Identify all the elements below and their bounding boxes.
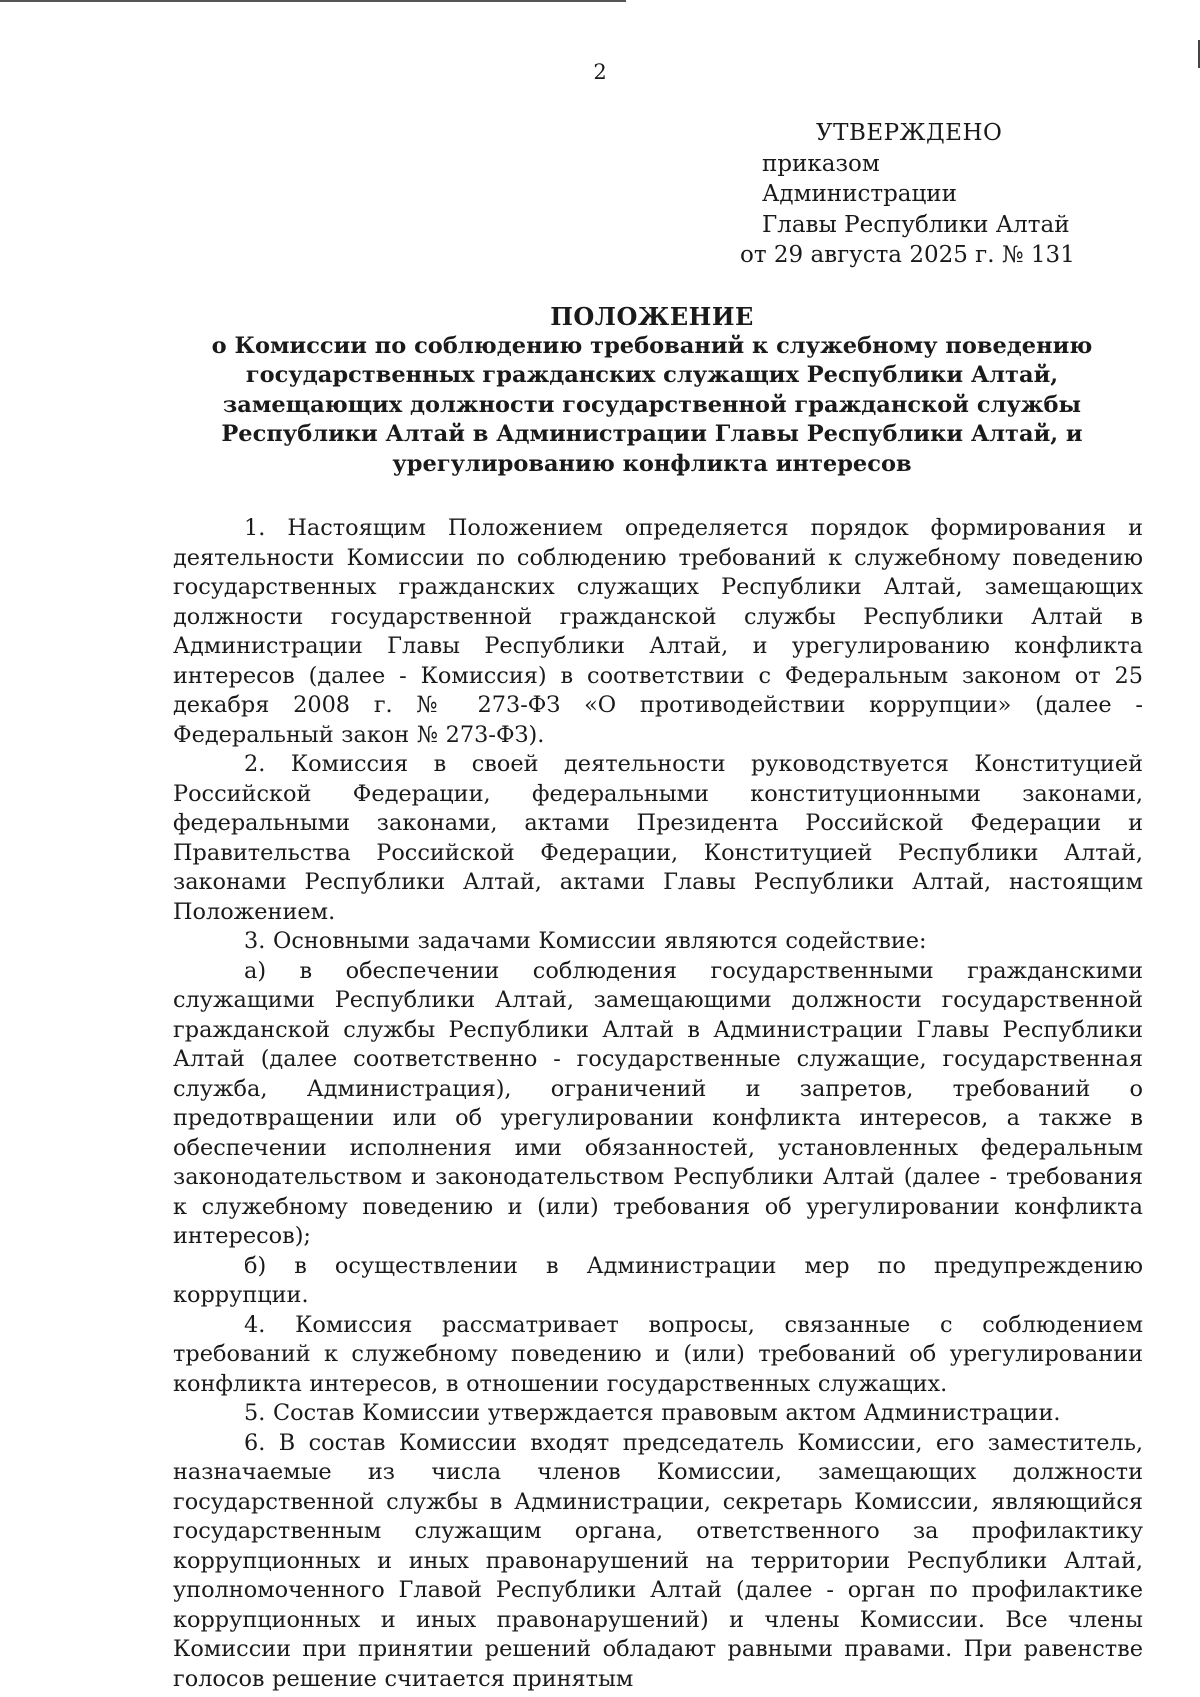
paragraph-6: 6. В состав Комиссии входят председатель Комиссии, его заместитель, назначаемые из числа членов Комиссии, замещающих должности государственной службы в Администрации, секретарь Комиссии, являющийся государственным служащим органа, ответственного за профилактику коррупционных и иных правонарушений на территории Республики Алтай, уполномоченного Главой Республики Алтай (далее - орган по профилактике коррупционных и иных правонарушений) и члены Комиссии. Все члены Комиссии при принятии решений обладают равными правами. При равенстве голосов решение считается принятым (173, 1429, 1143, 1692)
page-number: 2 (593, 60, 607, 84)
approval-title: УТВЕРЖДЕНО (816, 120, 1003, 146)
approval-line-2: Главы Республики Алтай (762, 211, 1070, 238)
paragraph-3b: б) в осуществлении в Администрации мер по предупреждению коррупции. (173, 1252, 1143, 1308)
document-title (170, 302, 1134, 479)
approval-block (740, 118, 1080, 271)
scan-top-rule (0, 0, 626, 2)
paragraph-2: 2. Комиссия в своей деятельности руководствуется Конституцией Российской Федерации, федеральными конституционными законами, федеральными законами, актами Президента Российской Федерации и Правительства Российской Федерации, Конституцией Республики Алтай, законами Республики Алтай, актами Главы Республики Алтай, настоящим Положением. (173, 751, 1143, 925)
document-title-main: ПОЛОЖЕНИЕ (550, 302, 754, 331)
approval-line-1: приказом Администрации (762, 150, 957, 207)
paragraph-4: 4. Комиссия рассматривает вопросы, связанные с соблюдением требований к служебному поведению и (или) требований об урегулировании конфликта интересов, в отношении государственных служащих. (173, 1311, 1143, 1397)
paragraph-5: 5. Состав Комиссии утверждается правовым актом Администрации. (244, 1400, 1061, 1426)
paragraph-3a: а) в обеспечении соблюдения государственными гражданскими служащими Республики Алтай, замещающими должности государственной гражданской службы Республики Алтай в Администрации Главы Республики Алтай (далее соответственно - государственные служащие, государственная служба, Администрация), ограничений и запретов, требований о предотвращении или об урегулировании конфликта интересов, а также в обеспечении исполнения ими обязанностей, установленных федеральным законодательством и законодательством Республики Алтай (далее - требования к служебному поведению и (или) требования об урегулировании конфликта интересов); (173, 957, 1143, 1249)
approval-line-3: от 29 августа 2025 г. № 131 (740, 242, 1075, 268)
document-body (173, 514, 1143, 1694)
paragraph-3: 3. Основными задачами Комиссии являются содействие: (244, 928, 927, 954)
paragraph-1: 1. Настоящим Положением определяется порядок формирования и деятельности Комиссии по соблюдению требований к служебному поведению государственных гражданских служащих Республики Алтай, замещающих должности государственной гражданской службы Республики Алтай в Администрации Главы Республики Алтай, и урегулированию конфликта интересов (далее - Комиссия) в соответствии с Федеральным законом от 25 декабря 2008 г. № 273-ФЗ «О противодействии коррупции» (далее - Федеральный закон № 273-ФЗ). (173, 515, 1143, 748)
document-title-subtitle: о Комиссии по соблюдению требований к служебному поведению государственных гражданских служащих Республики Алтай, замещающих должности государственной гражданской службы Республики Алтай в Администрации Главы Республики Алтай, и урегулированию конфликта интересов (211, 332, 1093, 477)
